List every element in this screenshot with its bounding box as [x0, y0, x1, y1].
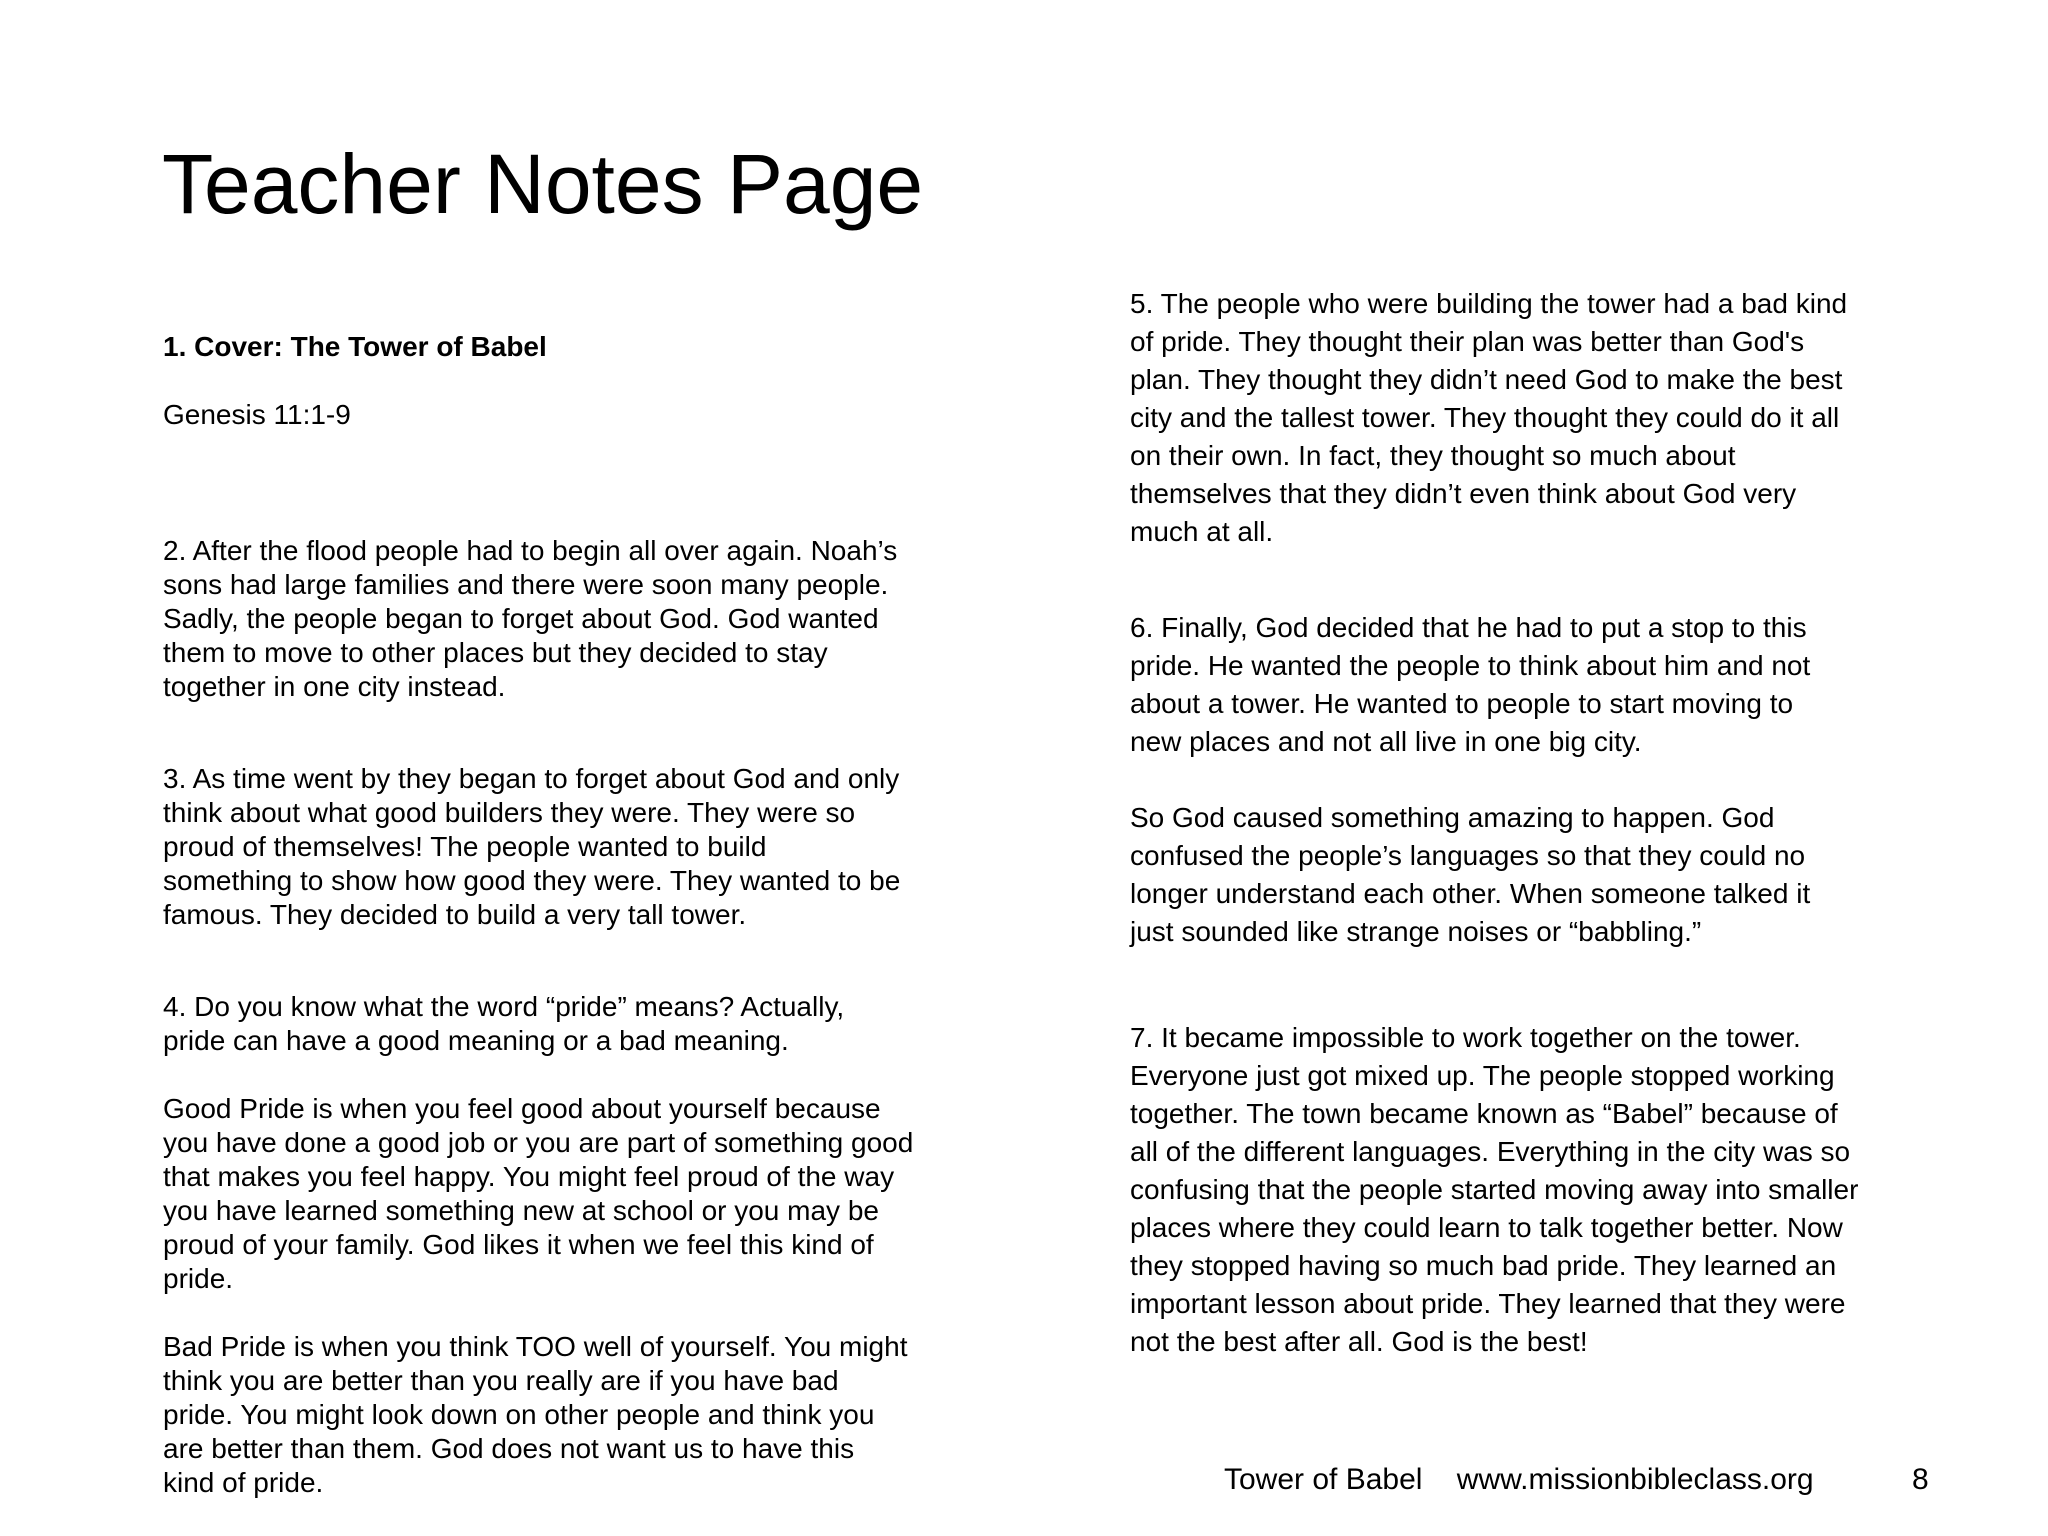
page-title: Teacher Notes Page [162, 137, 924, 231]
note-2: 2. After the flood people had to begin all over again. Noah’s sons had large families and there were soon many people. Sadly, the people began to forget about God. God wanted them to move to other places but they decided to stay together in one city instead. [163, 535, 898, 702]
right-column [1130, 285, 1930, 1361]
cover-reference: Genesis 11:1-9 [163, 399, 351, 430]
note-5: 5. The people who were building the tower had a bad kind of pride. They thought their plan was better than God's plan. They thought they didn’t need God to make the best city and the tallest tower. They thought they could do it all on their own. In fact, they thought so much about themselves that they didn’t even think about God very much at all. [1130, 288, 1848, 547]
note-6: 6. Finally, God decided that he had to put a stop to this pride. He wanted the people to think about him and not about a tower. He wanted to people to start moving to new places and not all live in one big city. [1130, 612, 1811, 757]
note-7: 7. It became impossible to work together on the tower. Everyone just got mixed up. The people stopped working together. The town became known as “Babel” because of all of the different languages. Everything in the city was so confusing that the people started moving away into smaller places where they could learn to talk together better. Now they stopped having so much bad pride. They learned an important lesson about pride. They learned that they were not the best after all. God is the best! [1130, 1022, 1859, 1357]
note-6-continued: So God caused something amazing to happen. God confused the people’s languages so that they could no longer understand each other. When someone talked it just sounded like strange noises or “babbling.” [1130, 802, 1811, 947]
note-3: 3. As time went by they began to forget about God and only think about what good builders they were. They were so proud of themselves! The people wanted to build something to show how good they were. They wanted to be famous. They decided to build a very tall tower. [163, 763, 901, 930]
footer-label: Tower of Babel [1224, 1463, 1423, 1496]
note-4-good-pride: Good Pride is when you feel good about yourself because you have done a good job or you are part of something good that makes you feel happy. You might feel proud of the way you have learned something new at school or you may be proud of your family. God likes it when we feel this kind of pride. [163, 1093, 914, 1294]
note-4: 4. Do you know what the word “pride” means? Actually, pride can have a good meaning or a bad meaning. [163, 991, 845, 1056]
footer [1224, 1462, 1814, 1498]
cover-title: 1. Cover: The Tower of Babel [163, 331, 547, 362]
note-4-bad-pride: Bad Pride is when you think TOO well of yourself. You might think you are better than you really are if you have bad pride. You might look down on other people and think you are better than them. God does not want us to have this kind of pride. [163, 1331, 908, 1498]
page-number: 8 [1912, 1463, 1929, 1496]
note-1-cover [163, 296, 963, 466]
footer-url: www.missionbibleclass.org [1456, 1463, 1814, 1496]
left-column [163, 296, 963, 1500]
